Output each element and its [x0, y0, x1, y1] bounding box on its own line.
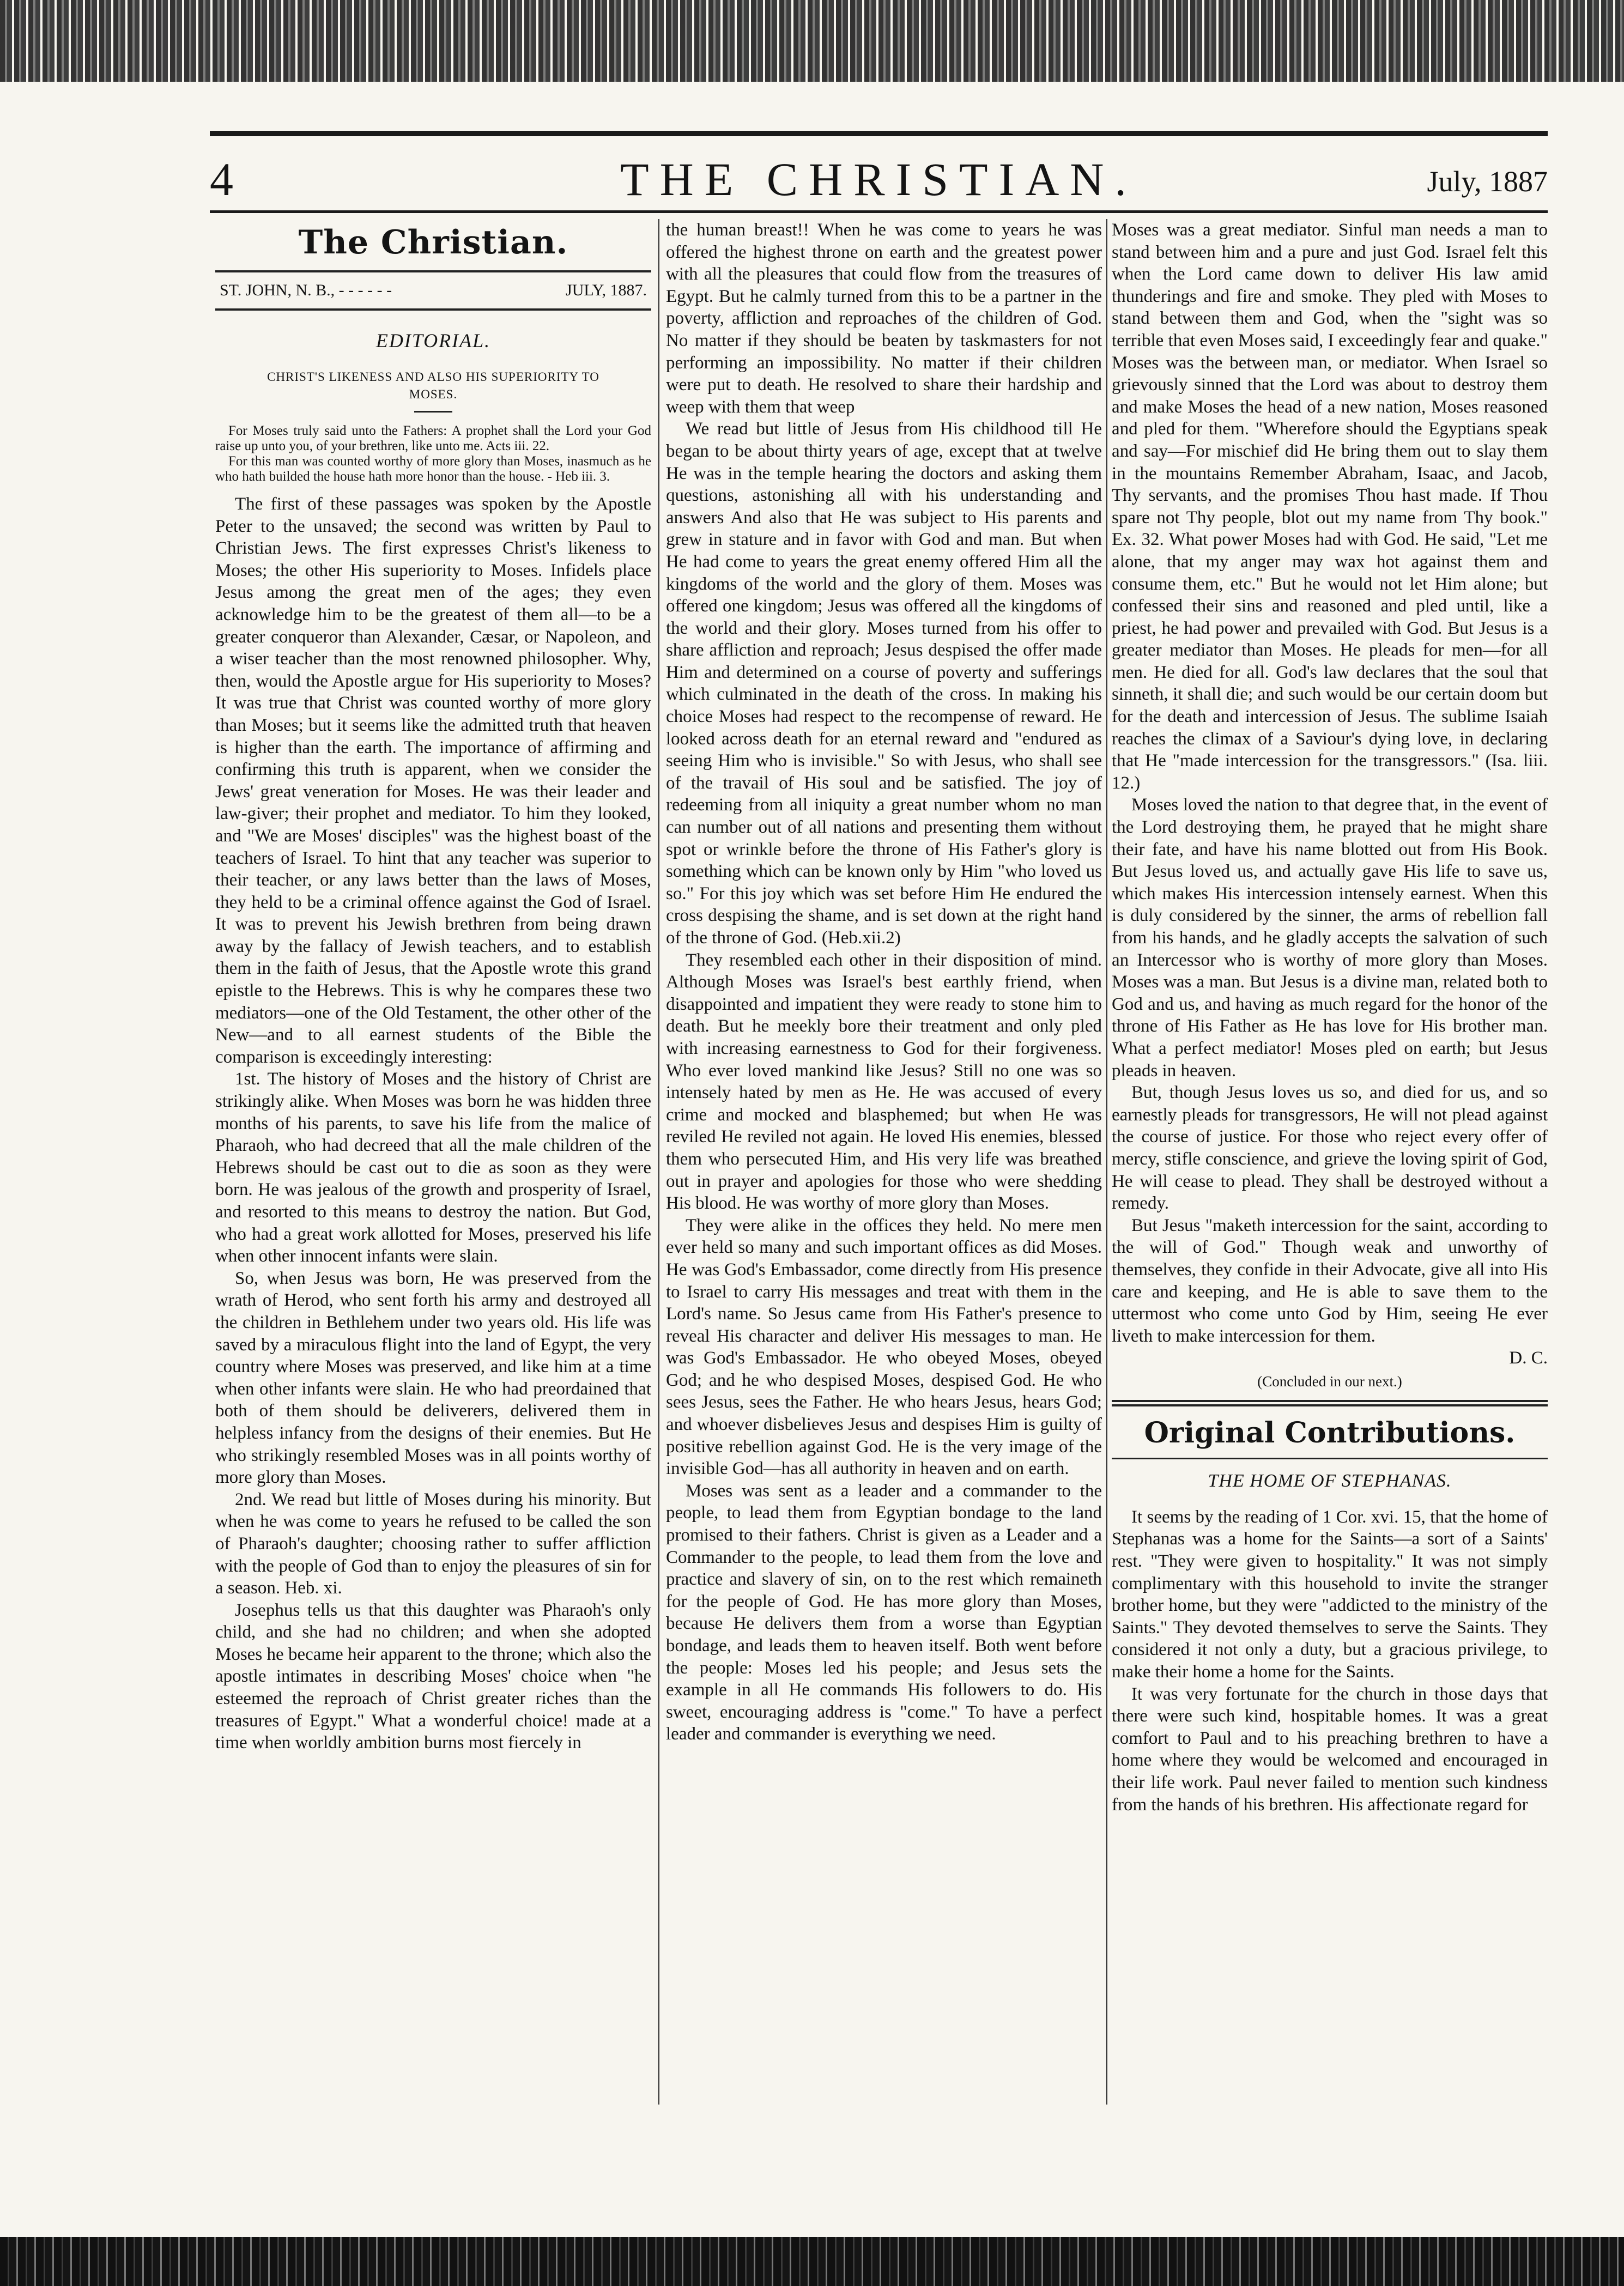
scan-top-edge [0, 0, 1624, 82]
section-heading-editorial: EDITORIAL. [375, 330, 491, 351]
paragraph: Moses was sent as a leader and a commander to the people, to lead them from Egyptian bondage to the land promised to their fathers. Christ is given as a Leader and a Commander to the people, to lead them from the love and practice and slavery of sin, on to the rest which remaineth for the people of God. He has more glory than Moses, because He delivers them from a worse than Egyptian bondage, and leads them to heaven itself. Both went before the people: Moses led his people; and Jesus sets the example in all He commands His followers to do. His sweet, encouraging address is "come." To have a perfect leader and commander is everything we need. [666, 1481, 1102, 1744]
epigraph-block [215, 423, 651, 484]
paragraph: 1st. The history of Moses and the history of Christ are strikingly alike. When Moses was born he was hidden three months of his parents, to save his life from the malice of Pharaoh, who had decreed that all the male children of the Hebrews should be cast out to die as soon as they were born. He was jealous of the growth and prosperity of Israel, and resorted to this means to destroy the nation. But God, who had a great work allotted for Moses, preserved his life when other innocent infants were slain. [215, 1069, 651, 1266]
scan-bottom-edge [0, 2237, 1624, 2286]
column-divider [1106, 219, 1107, 2105]
section-rule [1112, 1458, 1548, 1459]
masthead-top-rule [210, 131, 1548, 136]
column-2 [666, 219, 1102, 1745]
paragraph: But Jesus "maketh intercession for the saint, according to the will of God." Though weak and unworthy of themselves, they confide in their Advocate, give all into His care and keeping, and He is able to save them to the uttermost who come unto God by Him, seeing He ever liveth to make intercession for them. [1112, 1215, 1548, 1346]
dateline-date: JULY, 1887. [566, 281, 647, 299]
page-number: 4 [210, 153, 233, 205]
column-1 [215, 219, 651, 1754]
article-heading: CHRIST'S LIKENESS AND ALSO HIS SUPERIORITY TO MOSES. [267, 370, 599, 401]
masthead-bottom-rule [210, 210, 1548, 213]
paragraph: Moses loved the nation to that degree that, in the event of the Lord destroying them, he prayed that he might share their fate, and have his name blotted out from His Book. But Jesus loved us, and actually gave His life to save us, which makes His intercession intensely earnest. When this is duly considered by the sinner, the arms of rebellion fall from his hands, and he gladly accepts the salvation of such an Intercessor who is worthy of more glory than Moses. Moses was a man. But Jesus is a divine man, related both to God and us, and having as much regard for the honor of the throne of His Father as He has love for His brother man. What a perfect mediator! Moses pled on earth; but Jesus pleads in heaven. [1112, 795, 1548, 1081]
paragraph: 2nd. We read but little of Moses during his minority. But when he was come to years he refused to be called the son of Pharaoh's daughter; choosing rather to suffer affliction with the people of God than to enjoy the pleasures of sin for a season. Heb. xi. [215, 1489, 651, 1598]
dateline-place: ST. JOHN, N. B., - - - - - - [220, 281, 392, 299]
column-divider [658, 219, 659, 2105]
paragraph: It was very fortunate for the church in those days that there were such kind, hospitable homes. It was a great comfort to Paul and to his preaching brethren to have a home where they would be welcomed and encouraged in their life work. Paul never failed to mention such kindness from the hands of his brethren. His affectionate regard for [1112, 1684, 1548, 1815]
section-heading-contributions: Original Contributions. [1144, 1416, 1516, 1450]
paragraph: They were alike in the offices they held. No mere men ever held so many and such important offices as did Moses. He was God's Embassador, come directly from His presence to Israel to carry His messages and treat with them in the Lord's name. So Jesus came from His Father's presence to reveal His character and deliver His messages to man. He was God's Embassador. He who obeyed Moses, obeyed God; and he who despised Moses, despised God. He who sees Jesus, sees the Father. He who hears Jesus, hears God; and whoever disbelieves Jesus and despises Him is guilty of positive rebellion against God. He is the very image of the invisible God—has all authority in heaven and on earth. [666, 1215, 1102, 1479]
paragraph: Josephus tells us that this daughter was Pharaoh's only child, and she had no children; and when she adopted Moses he became heir apparent to the throne; which also the apostle intimates in describing Moses' choice when "he esteemed the reproach of Christ greater riches than the treasures of Egypt." What a wonderful choice! made at a time when worldly ambition burns most fiercely in [215, 1600, 651, 1753]
epigraph: For Moses truly said unto the Fathers: A prophet shall the Lord your God raise up unto you, of your brethren, like unto me. Acts iii. 22. [215, 423, 651, 453]
paper-title: THE CHRISTIAN. [620, 153, 1137, 205]
section-rule [1112, 1400, 1548, 1402]
column-3 [1112, 219, 1548, 1816]
paragraph: They resembled each other in their disposition of mind. Although Moses was Israel's best earthly friend, when disappointed and impatient they were ready to stone him to death. But he meekly bore their treatment and only pled with increasing earnestness to God for their forgiveness. Who ever loved mankind like Jesus? Still no one was so intensely hated by men as He. He was accused of every crime and mocked and blasphemed; but when He was reviled He reviled not again. He loved His enemies, blessed them who persecuted Him, and His very life was breathed out in prayer and apologies for those who were shedding His blood. He was worthy of more glory than Moses. [666, 950, 1102, 1214]
continued-note: (Concluded in our next.) [1257, 1373, 1402, 1390]
paragraph: the human breast!! When he was come to years he was offered the highest throne on earth and the greatest power with all the pleasures that could flow from the treasures of Egypt. But he calmly turned from this to be a partner in the poverty, affliction and reproaches of the children of God. No matter if they should be beaten by taskmasters for not performing an impossibility. No matter if their children were put to death. He resolved to share their hardship and weep with them that weep [666, 220, 1102, 417]
masthead [210, 143, 1548, 208]
paragraph: The first of these passages was spoken by the Apostle Peter to the unsaved; the second was written by Paul to Christian Jews. The first expresses Christ's likeness to Moses; the other His superiority to Moses. Infidels place Jesus among the great men of the ages; they even acknowledge him to be the greatest of them all—to be a greater conqueror than Alexander, Cæsar, or Napoleon, and a wiser teacher than the most renowned philosopher. Why, then, would the Apostle argue for His superiority to Moses? It was true that Christ was counted worthy of more glory than Moses; but it seems like the admitted truth that heaven is higher than the earth. The importance of affirming and confirming this truth is apparent, when we consider the Jews' great veneration for Moses. He was their leader and law-giver; their prophet and mediator. To him they looked, and "We are Moses' disciples" was the highest boast of the teachers of Israel. To hint that any teacher was superior to their teacher, or any laws better than the laws of Moses, they held to be a criminal offence against the God of Israel. It was to prevent his Jewish brethren from being drawn away by the fallacy of Jewish teachers, and to establish them in the faith of Jesus, that the Apostle wrote this grand epistle to the Hebrews. This is why he compares these two mediators—one of the Old Testament, the other other of the New—and to all earnest students of the Bible the comparison is exceedingly interesting: [215, 494, 651, 1067]
article-heading: THE HOME OF STEPHANAS. [1208, 1470, 1452, 1491]
issue-date: July, 1887 [1427, 165, 1548, 198]
banner-title: The Christian. [298, 223, 568, 262]
paragraph: We read but little of Jesus from His childhood till He began to be about thirty years of age, except that at twelve He was in the temple hearing the doctors and asking them questions, astonishing all with his understanding and answers And also that He was subject to His parents and grew in stature and in favor with God and man. But when He had come to years the great enemy offered Him all the kingdoms of the world and the glory of them. Moses was offered one kingdom; Jesus was offered all the kingdoms of the world and their glory. Moses turned from his offer to share affliction and reproach; Jesus despised the offer made Him and determined on a course of poverty and sufferings which culminated in the death of the cross. In making his choice Moses had respect to the recompense of reward. He looked across death for an eternal reward and "endured as seeing Him who is invisible." So with Jesus, who shall see of the travail of His soul and be satisfied. The joy of redeeming from all iniquity a great number whom no man can number out of all nations and presenting them without spot or wrinkle before the throne of His Father's glory is something which can be known only by Him "who loved us so." For this joy which was set before Him He endured the cross despising the shame, and is set down at the right hand of the throne of God. (Heb.xii.2) [666, 419, 1102, 948]
paragraph: So, when Jesus was born, He was preserved from the wrath of Herod, who sent forth his army and destroyed all the children in Bethlehem under two years old. His life was saved by a miraculous flight into the land of Egypt, the very country where Moses was preserved, and like him at a time when other infants were slain. He who had preordained that both of them should be deliverers, delivered them in helpless infancy from the designs of their enemies. But He who strikingly resembled Moses was in all points worthy of more glory than Moses. [215, 1268, 651, 1488]
heading-rule [414, 411, 452, 413]
epigraph: For this man was counted worthy of more glory than Moses, inasmuch as he who hath builded the house hath more honor than the house. - Heb iii. 3. [215, 454, 651, 484]
paragraph: But, though Jesus loves us so, and died for us, and so earnestly pleads for transgressors, He will not plead against the course of justice. For those who reject every offer of mercy, stifle conscience, and grieve the loving spirit of God, He will cease to plead. They shall be destroyed without a remedy. [1112, 1083, 1548, 1214]
signature-line [1112, 1347, 1548, 1369]
dateline [215, 270, 651, 311]
paragraph: Moses was a great mediator. Sinful man needs a man to stand between him and a pure and just God. Israel felt this when the Lord came down to deliver His law amid thunderings and fire and smoke. They pled with Moses to stand between them and God, when the "sight was so terrible that even Moses said, I exceedingly fear and quake." Moses was the between man, or mediator. When Israel so grievously sinned that the Lord was about to destroy them and make Moses the head of a new nation, Moses reasoned and pled for them. "Wherefore should the Egyptians speak and say—For mischief did He bring them out to slay them in the mountains Remember Abraham, Isaac, and Jacob, Thy servants, and the promises Thou hast made. If Thou spare not Thy people, blot out my name from Thy book." Ex. 32. What power Moses had with God. He said, "Let me alone, that my anger may wax hot against them and consume them, etc." But he would not let Him alone; but confessed their sins and reasoned and pled until, like a priest, he had power and prevailed with God. But Jesus is a greater mediator than Moses. He pleads for men—for all men. He died for all. God's law declares that the soul that sinneth, it shall die; and such would be our certain doom but for the death and intercession of Jesus. The sublime Isaiah reaches the climax of a Saviour's dying love, in declaring that He "made intercession for the transgressors." (Isa. liii. 12.) [1112, 220, 1548, 793]
section-rule [1112, 1404, 1548, 1406]
paragraph: It seems by the reading of 1 Cor. xvi. 15, that the home of Stephanas was a home for the Saints—a sort of a Saints' rest. "They were given to hospitality." It was not simply complimentary with this household to invite the stranger brother home, but they were "addicted to the ministry of the Saints." They devoted themselves to serve the Saints. They considered it not only a duty, but a gracious privilege, to make their home a home for the Saints. [1112, 1507, 1548, 1682]
author-signature: D. C. [1509, 1348, 1548, 1368]
